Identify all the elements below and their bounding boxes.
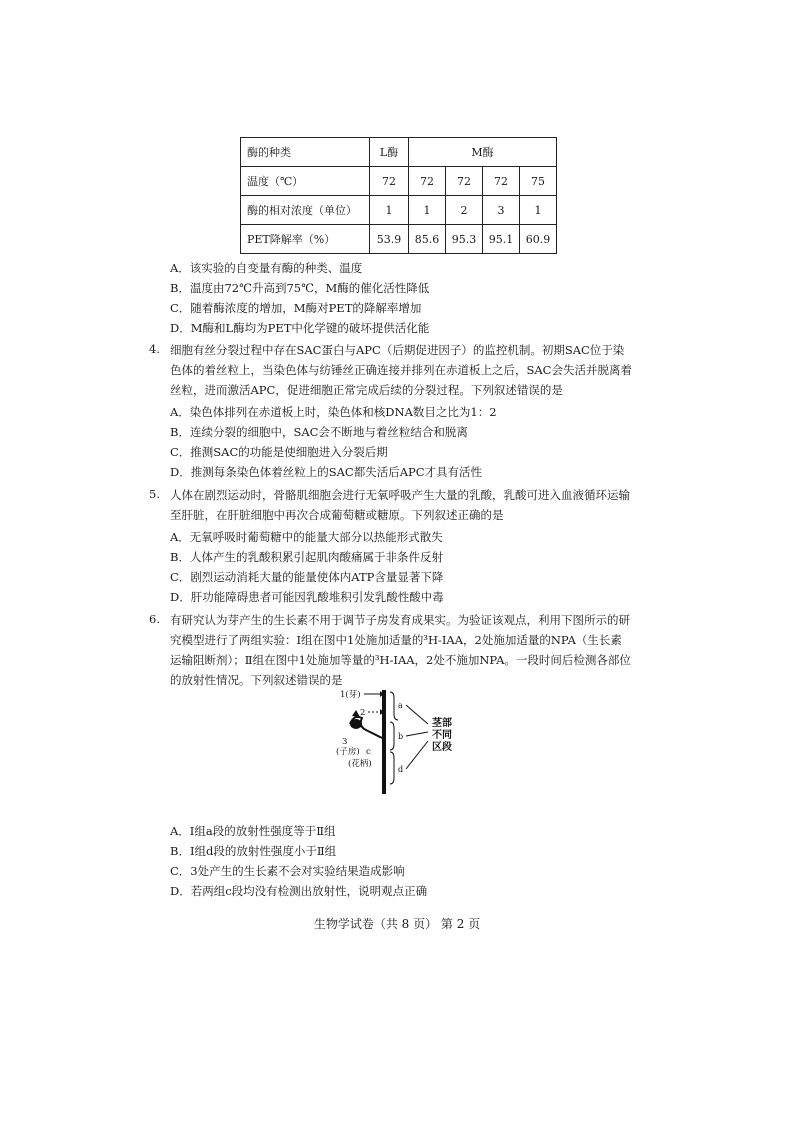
q5-option-a[interactable]: A．无氧呼吸时葡萄糖中的能量大部分以热能形式散失 [170,530,443,544]
brace-b [390,722,394,750]
q6-number: 6. [149,612,160,626]
label-b: b [398,732,404,741]
table-cell: 53.9 [370,225,409,254]
table-cell: 60.9 [520,225,557,254]
q5-option-b[interactable]: B．人体产生的乳酸积累引起肌肉酸痛属于非条件反射 [170,550,443,564]
label-bud: 1(芽) [340,690,361,700]
table-cell: 75 [520,167,557,196]
ovary-petal [352,710,360,717]
pointer-d [406,741,428,769]
table-row [241,225,557,254]
label-c: c [366,747,371,757]
q4-number: 4. [149,342,160,356]
table-cell: 95.3 [446,225,483,254]
q6-option-d[interactable]: D．若两组c段均没有检测出放射性，说明观点正确 [170,884,428,898]
table-header-label: 酶的种类 [241,138,370,167]
stem-segment-diagram [336,686,476,794]
ovary-shape [350,719,362,729]
q5-option-c[interactable]: C．剧烈运动消耗大量的能量使体内ATP含量显著下降 [170,570,444,584]
q6-stem-line: 的放射性情况。下列叙述错误的是 [170,673,343,687]
q4-stem-line: 细胞有丝分裂过程中存在SAC蛋白与APC（后期促进因子）的监控机制。初期SAC位于染 [170,343,625,357]
table-cell: 3 [483,196,520,225]
table-row-label: PET降解率（%） [241,225,370,254]
label-segments-2: 不同 [432,730,452,741]
q6-option-c[interactable]: C．3处产生的生长素不会对实验结果造成影响 [170,864,405,878]
table-row-label: 酶的相对浓度（单位） [241,196,370,225]
enzyme-data-table [240,137,557,254]
brace-d [390,752,394,784]
table-cell: 1 [409,196,446,225]
table-cell: 2 [446,196,483,225]
table-cell: 85.6 [409,225,446,254]
q6-stem-line: 运输阻断剂）；Ⅱ组在图中1处施加等量的³H-IAA，2处不施加NPA。一段时间后检测各部位 [170,653,631,667]
q6-option-a[interactable]: A．Ⅰ组a段的放射性强度等于Ⅱ组 [170,824,336,838]
pointer-a [406,705,428,724]
q4-option-c[interactable]: C．推测SAC的功能是使细胞进入分裂后期 [170,445,388,459]
table-cell: 1 [520,196,557,225]
table-row [241,196,557,225]
q4-stem-line: 丝粒，进而激活APC，促进细胞正常完成后续的分裂过程。下列叙述错误的是 [170,383,563,397]
table-cell: 72 [446,167,483,196]
q5-stem-line: 人体在剧烈运动时，骨骼肌细胞会进行无氧呼吸产生大量的乳酸，乳酸可进入血液循环运输 [170,488,630,502]
table-header-m-enzyme: M酶 [409,138,557,167]
label-segments-1: 茎部 [432,718,452,729]
q6-stem-line: 有研究认为芽产生的生长素不用于调节子房发育成果实。为验证该观点，利用下图所示的研 [170,613,630,627]
label-segments-3: 区段 [432,742,452,753]
label-ovary: (子房) [336,747,360,757]
stem-bar [382,690,386,794]
q4-option-a[interactable]: A．染色体排列在赤道板上时，染色体和核DNA数目之比为1：2 [170,405,497,419]
table-cell: 1 [370,196,409,225]
q3-option-a[interactable]: A．该实验的自变量有酶的种类、温度 [170,261,363,275]
table-row-label: 温度（℃） [241,167,370,196]
q3-option-b[interactable]: B．温度由72℃升高到75℃，M酶的催化活性降低 [170,281,430,295]
q3-option-c[interactable]: C．随着酶浓度的增加，M酶对PET的降解率增加 [170,301,422,315]
q6-option-b[interactable]: B．Ⅰ组d段的放射性强度小于Ⅱ组 [170,844,337,858]
label-2: 2 [360,708,366,718]
q6-stem-line: 究模型进行了两组实验：Ⅰ组在图中1处施加适量的³H-IAA，2处施加适量的NPA（生长素 [170,633,622,647]
q4-stem-line: 色体的着丝粒上，当染色体与纺锤丝正确连接并排列在赤道板上之后，SAC会失活并脱离着 [170,363,632,377]
q4-option-b[interactable]: B．连续分裂的细胞中，SAC会不断地与着丝粒结合和脱离 [170,425,468,439]
page-footer: 生物学试卷（共 8 页） 第 2 页 [313,917,481,931]
q5-stem-line: 至肝脏，在肝脏细胞中再次合成葡萄糖或糖原。下列叙述正确的是 [170,508,504,522]
label-stalk: (花柄) [348,759,372,769]
table-row [241,167,557,196]
table-cell: 72 [409,167,446,196]
table-cell: 95.1 [483,225,520,254]
label-d: d [398,765,404,774]
q4-option-d[interactable]: D．推测每条染色体着丝粒上的SAC都失活后APC才具有活性 [170,465,483,479]
label-a: a [398,701,403,710]
table-cell: 72 [370,167,409,196]
q3-option-d[interactable]: D．M酶和L酶均为PET中化学键的破坏提供活化能 [170,321,430,335]
brace-a [390,692,398,720]
q5-option-d[interactable]: D．肝功能障碍患者可能因乳酸堆积引发乳酸性酸中毒 [170,590,444,604]
q5-number: 5. [149,487,160,501]
table-header-row [241,138,557,167]
pointer-b [406,732,428,736]
table-cell: 72 [483,167,520,196]
table-header-l-enzyme: L酶 [370,138,409,167]
label-3: 3 [342,737,348,747]
